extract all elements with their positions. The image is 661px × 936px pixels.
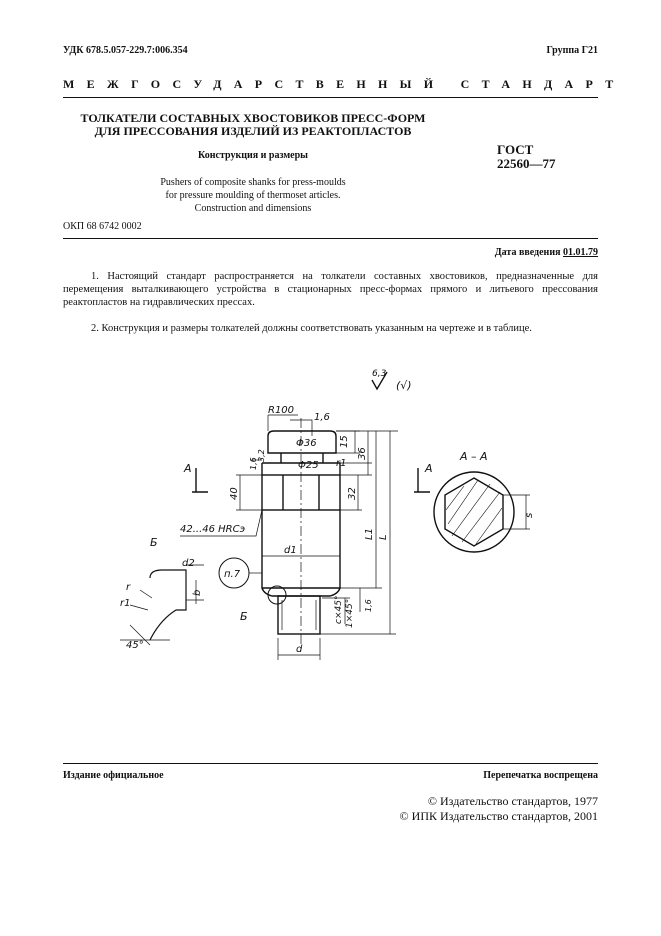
detail-b — [120, 565, 204, 645]
label-36: 36 — [357, 447, 368, 460]
gost-label: ГОСТ — [497, 142, 534, 157]
copyright-2001: © ИПК Издательство стандартов, 2001 — [399, 809, 598, 823]
reprint-forbidden: Перепечатка воспрещена — [483, 770, 598, 781]
intro-date-value: 01.01.79 — [563, 247, 598, 258]
label-d2: d2 — [182, 558, 195, 569]
label-L1: L1 — [364, 528, 375, 540]
label-d1: d1 — [284, 545, 297, 556]
label-1-6-bottom: 1,6 — [364, 599, 373, 612]
section-aa — [434, 472, 530, 552]
label-s: s — [524, 512, 535, 518]
label-1-6-top: 1,6 — [314, 412, 330, 423]
roughness-paren: (√) — [396, 379, 412, 392]
document-subtitle: Конструкция и размеры — [198, 150, 308, 161]
label-40: 40 — [229, 487, 240, 500]
standard-banner: МЕЖГОСУДАРСТВЕННЫЙ СТАНДАРТ — [63, 77, 626, 91]
paragraph-2-text: 2. Конструкция и размеры толкателей должны соответствовать указанным на чертеже и в таблице. — [91, 323, 532, 334]
udk-code: УДК 678.5.057-229.7:006.354 — [63, 45, 188, 56]
label-45: 45° — [126, 640, 144, 651]
title-line-2: ДЛЯ ПРЕССОВАНИЯ ИЗДЕЛИЙ ИЗ РЕАКТОПЛАСТОВ — [94, 124, 412, 138]
gost-number: 22560—77 — [497, 156, 556, 171]
paragraph-1-text: 1. Настоящий стандарт распространяется на толкатели составных хвостовиков, предназначенные для перемещения выталкивающего устройства в стационарных пресс-формах прямого и литьевого прессования реактопластов на гидравлических прессах. — [63, 271, 598, 308]
title-line-1: ТОЛКАТЕЛИ СОСТАВНЫХ ХВОСТОВИКОВ ПРЕСС-ФОРМ — [80, 111, 426, 125]
copyright-1977: © Издательство стандартов, 1977 — [427, 794, 598, 808]
label-note-p7: п.7 — [224, 569, 241, 580]
view-a-arrows — [192, 468, 430, 492]
label-view-a-left: A — [184, 462, 192, 475]
label-r100: R100 — [268, 405, 295, 416]
english-line-3: Construction and dimensions — [194, 203, 312, 214]
roughness-symbol — [372, 369, 412, 392]
label-d36: Φ36 — [296, 438, 317, 449]
roughness-value: 6,3 — [372, 369, 387, 379]
official-edition: Издание официальное — [63, 770, 164, 781]
label-d25: Φ25 — [298, 460, 319, 471]
label-detail-b: Б — [240, 610, 248, 623]
label-view-b: Б — [150, 536, 158, 549]
note-p7 — [219, 558, 262, 588]
label-chamfer-1: 1×45° — [345, 598, 355, 628]
label-b: b — [192, 589, 203, 596]
label-1-6-left: 1,6 — [249, 457, 258, 470]
english-line-1: Pushers of composite shanks for press-moulds — [160, 177, 346, 188]
label-r: r — [126, 582, 131, 593]
label-section-aa: A – A — [460, 450, 488, 463]
label-r1-detail: r1 — [120, 598, 131, 609]
label-32: 32 — [347, 487, 358, 500]
dimensions-right — [320, 431, 398, 634]
english-line-2: for pressure moulding of thermoset articles. — [165, 190, 341, 201]
label-3-2: 3,2 — [257, 449, 266, 462]
label-chamfer-c: c×45° — [334, 595, 344, 624]
footer-rule — [63, 763, 598, 764]
intro-date-label: Дата введения — [494, 247, 561, 258]
label-view-a-right: A — [425, 462, 433, 475]
label-L: L — [378, 534, 389, 540]
group-code: Группа Г21 — [546, 45, 598, 56]
label-15: 15 — [339, 435, 350, 448]
okp-code: ОКП 68 6742 0002 — [63, 221, 142, 232]
label-d: d — [296, 644, 303, 655]
label-r1: r1 — [336, 458, 347, 469]
label-hardness: 42...46 HRCэ — [180, 524, 246, 535]
